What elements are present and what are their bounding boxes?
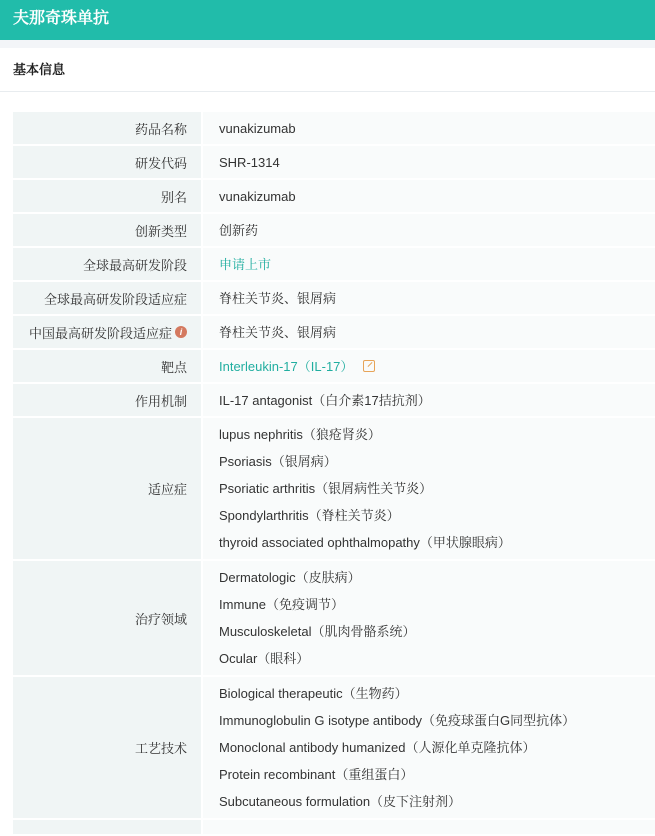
list-item: thyroid associated ophthalmopathy（甲状腺眼病） — [219, 535, 511, 550]
row-value: 脊柱关节炎、银屑病 — [203, 316, 655, 348]
row-china-indication — [13, 316, 655, 350]
row-label: 作用机制 — [13, 384, 203, 416]
row-indications — [13, 418, 655, 561]
global-phase-link[interactable]: 申请上市 — [219, 256, 272, 272]
row-value — [203, 418, 655, 559]
row-dev-code — [13, 146, 655, 180]
row-label: 中国最高研发阶段适应症 i — [13, 316, 203, 348]
list-item: Immunoglobulin G isotype antibody（免疫球蛋白G同型抗体） — [219, 713, 576, 728]
list-item: lupus nephritis（狼疮肾炎） — [219, 427, 381, 442]
basic-info-table — [13, 112, 655, 836]
row-label: 药品名称 — [13, 112, 203, 144]
row-label: 适应症 — [13, 418, 203, 559]
list-item: Immune（免疫调节） — [219, 597, 344, 612]
section-header — [0, 48, 655, 92]
row-mechanism — [13, 384, 655, 418]
row-label: 研发代码 — [13, 146, 203, 178]
list-item: Biological therapeutic（生物药） — [219, 686, 408, 701]
row-label: 别名 — [13, 180, 203, 212]
list-item: Protein recombinant（重组蛋白） — [219, 767, 414, 782]
list-item: Psoriasis（银屑病） — [219, 454, 337, 469]
row-label: 工艺技术 — [13, 677, 203, 818]
row-label-empty — [13, 820, 203, 834]
row-global-indication — [13, 282, 655, 316]
row-target — [13, 350, 655, 384]
section-gap — [0, 40, 655, 48]
external-link-icon[interactable] — [363, 360, 375, 372]
row-label: 创新类型 — [13, 214, 203, 246]
page-title-bar — [0, 0, 655, 40]
list-item: Dermatologic（皮肤病） — [219, 570, 361, 585]
row-value — [203, 561, 655, 675]
list-item: Monoclonal antibody humanized（人源化单克隆抗体） — [219, 740, 536, 755]
row-label: 全球最高研发阶段适应症 — [13, 282, 203, 314]
row-label: 靶点 — [13, 350, 203, 382]
row-value — [203, 248, 655, 280]
row-global-phase — [13, 248, 655, 282]
section-title: 基本信息 — [13, 62, 66, 77]
page-title: 夫那奇珠单抗 — [13, 10, 110, 27]
list-item: Spondylarthritis（脊柱关节炎） — [219, 508, 400, 523]
target-link[interactable]: Interleukin-17（IL-17） — [219, 358, 354, 374]
row-value: 创新药 — [203, 214, 655, 246]
row-label: 全球最高研发阶段 — [13, 248, 203, 280]
row-partial — [13, 820, 655, 836]
row-label: 治疗领域 — [13, 561, 203, 675]
row-value — [203, 350, 655, 382]
row-innovation-type — [13, 214, 655, 248]
row-alias — [13, 180, 655, 214]
row-value: vunakizumab — [203, 180, 655, 212]
row-technology — [13, 677, 655, 820]
row-value: vunakizumab — [203, 112, 655, 144]
list-item: Subcutaneous formulation（皮下注射剂） — [219, 794, 462, 809]
row-value: 脊柱关节炎、银屑病 — [203, 282, 655, 314]
list-item: Psoriatic arthritis（银屑病性关节炎） — [219, 481, 433, 496]
row-value — [203, 677, 655, 818]
row-value: SHR-1314 — [203, 146, 655, 178]
row-therapeutic-area — [13, 561, 655, 677]
row-drug-name — [13, 112, 655, 146]
info-icon[interactable]: i — [175, 326, 187, 338]
row-value-empty — [203, 820, 655, 834]
list-item: Musculoskeletal（肌肉骨骼系统） — [219, 624, 416, 639]
row-value: IL-17 antagonist（白介素17拮抗剂） — [203, 384, 655, 416]
list-item: Ocular（眼科） — [219, 651, 310, 666]
